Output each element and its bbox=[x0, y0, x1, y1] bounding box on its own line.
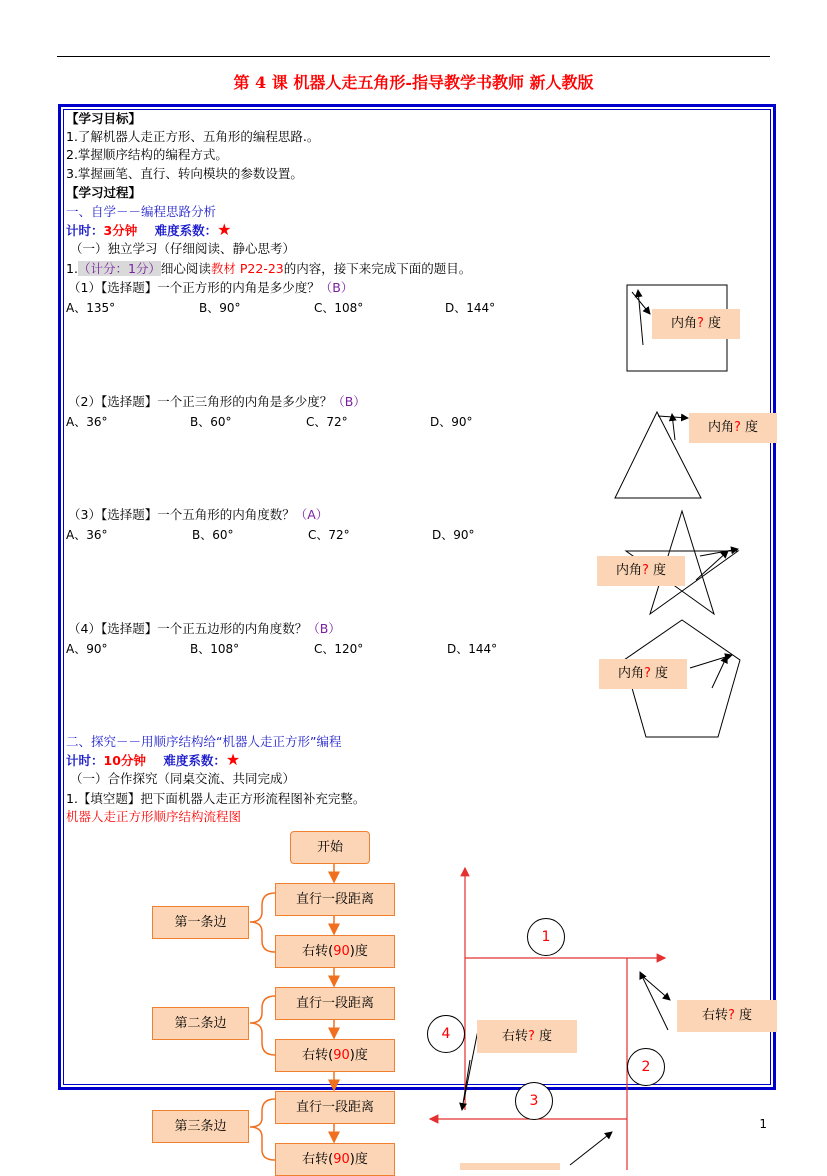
timer-value: 10分钟 bbox=[103, 753, 146, 768]
flow-start: 开始 bbox=[290, 831, 370, 864]
angle-label-text: 度 bbox=[745, 420, 759, 435]
angle-label-text: 内角 bbox=[617, 666, 644, 681]
arrow-icon bbox=[640, 974, 670, 1000]
question-text: （1）【选择题】一个正方形的内角是多少度？ bbox=[68, 280, 320, 295]
turn-text: )度 bbox=[349, 944, 368, 959]
question-answer: （B） bbox=[307, 621, 341, 636]
step-circle-4: 4 bbox=[427, 1015, 465, 1053]
timer-label: 计时： bbox=[66, 223, 104, 238]
turn-text: 右转( bbox=[302, 944, 334, 959]
page-title: 第 4 课 机器人走五角形-指导教学书教师 新人教版 bbox=[233, 73, 594, 92]
question-3-option-d: D、90° bbox=[432, 528, 475, 542]
question-4-option-c: C、120° bbox=[314, 642, 364, 656]
flow-turn bbox=[275, 935, 395, 968]
section1-heading: 一、自学－－编程思路分析 bbox=[66, 204, 217, 219]
arrow-icon bbox=[570, 1132, 612, 1165]
intro-text: 的内容，接下来完成下面的题目。 bbox=[283, 261, 472, 276]
timer-value: 3分钟 bbox=[103, 223, 138, 238]
question-4-option-b: B、108° bbox=[190, 642, 240, 656]
angle-label-q: ? bbox=[696, 316, 704, 331]
turn-label bbox=[677, 1000, 777, 1032]
turn-label-q: ? bbox=[727, 1008, 735, 1023]
edge-label: 第二条边 bbox=[152, 1007, 249, 1040]
turn-label-text: 度 bbox=[539, 1029, 553, 1044]
page-number: 1 bbox=[759, 1117, 767, 1131]
question-3-option-a: A、36° bbox=[66, 528, 108, 542]
step-circle-2: 2 bbox=[627, 1048, 665, 1086]
angle-label-text: 内角 bbox=[670, 316, 697, 331]
section2-task: 1.【填空题】把下面机器人走正方形流程图补充完整。 bbox=[66, 791, 366, 806]
turn-label-text: 右转 bbox=[701, 1008, 728, 1023]
question-answer: （B） bbox=[332, 394, 366, 409]
difficulty-label: 难度系数： bbox=[154, 223, 218, 238]
goal-item: 2.掌握顺序结构的编程方式。 bbox=[66, 147, 228, 162]
edge-label: 第三条边 bbox=[152, 1110, 249, 1143]
turn-label-partial bbox=[460, 1163, 560, 1170]
question-1-option-c: C、108° bbox=[314, 301, 364, 315]
angle-label bbox=[652, 309, 740, 339]
timer-label: 计时： bbox=[66, 753, 104, 768]
question-text: （2）【选择题】一个正三角形的内角是多少度？ bbox=[68, 394, 333, 409]
intro-number: 1. bbox=[66, 261, 78, 276]
angle-label-q: ? bbox=[643, 666, 651, 681]
section2-sub: （一）合作探究（同桌交流、共同完成） bbox=[70, 771, 296, 786]
arrow-icon bbox=[462, 1060, 470, 1110]
turn-value: 90 bbox=[333, 944, 350, 959]
question-4-option-a: A、90° bbox=[66, 642, 108, 656]
section2-heading: 二、探究－－用顺序结构给“机器人走正方形”编程 bbox=[66, 734, 342, 749]
arrow-icon bbox=[640, 972, 668, 1030]
flow-straight: 直行一段距离 bbox=[275, 987, 395, 1020]
angle-label-text: 度 bbox=[655, 666, 669, 681]
turn-label-q: ? bbox=[527, 1029, 535, 1044]
flowchart-title: 机器人走正方形顺序结构流程图 bbox=[66, 809, 242, 824]
angle-label-text: 内角 bbox=[707, 420, 734, 435]
goal-item: 3.掌握画笔、直行、转向模块的参数设置。 bbox=[66, 166, 303, 181]
difficulty-label: 难度系数： bbox=[163, 753, 226, 768]
question-2-option-a: A、36° bbox=[66, 415, 108, 429]
question-answer: （A） bbox=[294, 507, 329, 522]
question-1-option-d: D、144° bbox=[445, 301, 496, 315]
arrow-line bbox=[464, 1030, 478, 1100]
turn-value: 90 bbox=[333, 1152, 350, 1167]
question-text: （3）【选择题】一个五角形的内角度数？ bbox=[68, 507, 295, 522]
angle-label bbox=[689, 413, 777, 443]
turn-label-text: 度 bbox=[739, 1008, 753, 1023]
intro-score: （计分：1分） bbox=[77, 261, 161, 276]
question-4-option-d: D、144° bbox=[447, 642, 498, 656]
section2-timer bbox=[66, 752, 240, 769]
step-circle-3: 3 bbox=[515, 1082, 553, 1120]
angle-label-text: 内角 bbox=[615, 563, 642, 578]
question-answer: （B） bbox=[319, 280, 354, 295]
turn-value: 90 bbox=[333, 1048, 350, 1063]
arrow-icon bbox=[672, 414, 675, 440]
step-circle-1: 1 bbox=[527, 918, 565, 956]
flow-turn bbox=[275, 1143, 395, 1176]
question-1-option-a: A、135° bbox=[66, 301, 116, 315]
robot-path bbox=[430, 868, 665, 1170]
turn-label-text: 右转 bbox=[501, 1029, 528, 1044]
turn-text: )度 bbox=[349, 1152, 368, 1167]
question-2-option-c: C、72° bbox=[306, 415, 348, 429]
intro-text: 细心阅读 bbox=[160, 261, 211, 276]
turn-text: 右转( bbox=[302, 1048, 334, 1063]
angle-label bbox=[597, 556, 685, 586]
star-icon: ★ bbox=[225, 750, 241, 769]
turn-text: 右转( bbox=[302, 1152, 334, 1167]
flow-straight: 直行一段距离 bbox=[275, 883, 395, 916]
arrow-icon bbox=[638, 290, 643, 345]
question-2-option-d: D、90° bbox=[430, 415, 473, 429]
question-3-option-b: B、60° bbox=[192, 528, 234, 542]
arrow-icon bbox=[658, 416, 688, 418]
question-3-option-c: C、72° bbox=[308, 528, 350, 542]
question-2-option-b: B、60° bbox=[190, 415, 232, 429]
edge-label: 第一条边 bbox=[152, 906, 249, 939]
goal-item: 1.了解机器人走正方形、五角形的编程思路.。 bbox=[66, 129, 320, 144]
flow-turn bbox=[275, 1039, 395, 1072]
question-text: （4）【选择题】一个正五边形的内角度数？ bbox=[68, 621, 308, 636]
intro-reference: 教材 P22-23 bbox=[210, 261, 284, 276]
angle-label-q: ? bbox=[733, 420, 741, 435]
goals-heading: 【学习目标】 bbox=[66, 111, 142, 126]
turn-text: )度 bbox=[349, 1048, 368, 1063]
angle-label-q: ? bbox=[641, 563, 649, 578]
star-icon: ★ bbox=[217, 220, 232, 239]
angle-label-text: 度 bbox=[653, 563, 667, 578]
arrow-icon bbox=[690, 655, 732, 668]
section1-sub: （一）独立学习（仔细阅读、静心思考） bbox=[70, 241, 296, 256]
turn-label bbox=[477, 1020, 577, 1053]
angle-label-text: 度 bbox=[708, 316, 722, 331]
arrow-icon bbox=[632, 292, 650, 314]
question-1-option-b: B、90° bbox=[199, 301, 241, 315]
flow-straight: 直行一段距离 bbox=[275, 1091, 395, 1124]
angle-label bbox=[599, 659, 687, 689]
process-heading: 【学习过程】 bbox=[66, 185, 142, 200]
